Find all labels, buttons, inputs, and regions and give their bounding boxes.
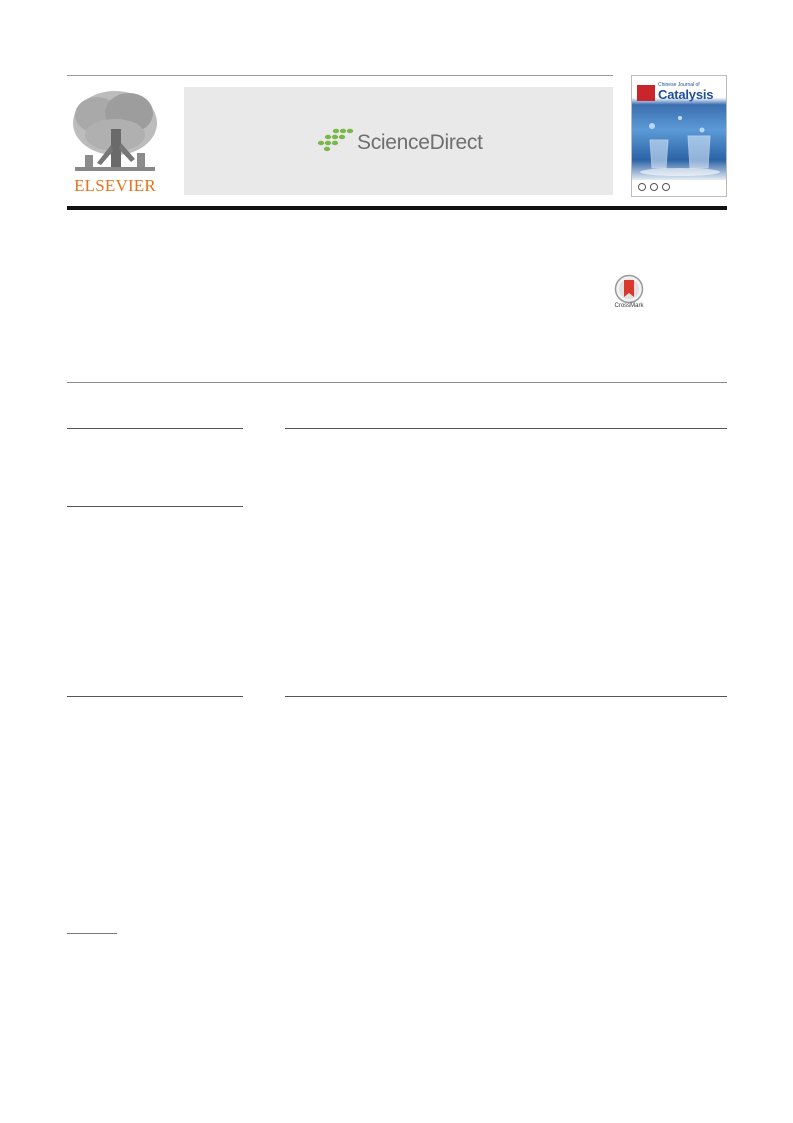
journal-cover-thumbnail[interactable] bbox=[631, 75, 727, 197]
journal-cover-subtitle: Chinese Journal of bbox=[658, 82, 700, 88]
abstract-top-rule bbox=[285, 428, 727, 429]
footnote-rule bbox=[67, 933, 117, 934]
article-info-top-rule bbox=[67, 428, 243, 429]
header-bottom-rule bbox=[67, 206, 727, 210]
journal-cover-title: Catalysis bbox=[658, 87, 714, 102]
abstract-bottom-rule bbox=[285, 696, 727, 697]
keywords-top-rule bbox=[67, 506, 243, 507]
sciencedirect-wordmark: ScienceDirect bbox=[357, 131, 483, 154]
journal-cover-beakers-illustration bbox=[632, 106, 727, 178]
sciencedirect-dots-icon bbox=[316, 126, 356, 156]
journal-cover-footer bbox=[632, 180, 727, 197]
journal-cover-emblem bbox=[637, 85, 655, 101]
header-top-rule bbox=[67, 75, 613, 76]
journal-cover-seal-icon bbox=[638, 183, 646, 191]
crossmark-label: CrossMark bbox=[614, 303, 644, 309]
article-info-bottom-rule bbox=[67, 696, 243, 697]
journal-cover-seal-icon bbox=[650, 183, 658, 191]
elsevier-wordmark: ELSEVIER bbox=[74, 176, 156, 195]
title-block-bottom-rule bbox=[67, 382, 727, 383]
crossmark-icon[interactable] bbox=[614, 274, 644, 304]
journal-cover-seal-icon bbox=[662, 183, 670, 191]
